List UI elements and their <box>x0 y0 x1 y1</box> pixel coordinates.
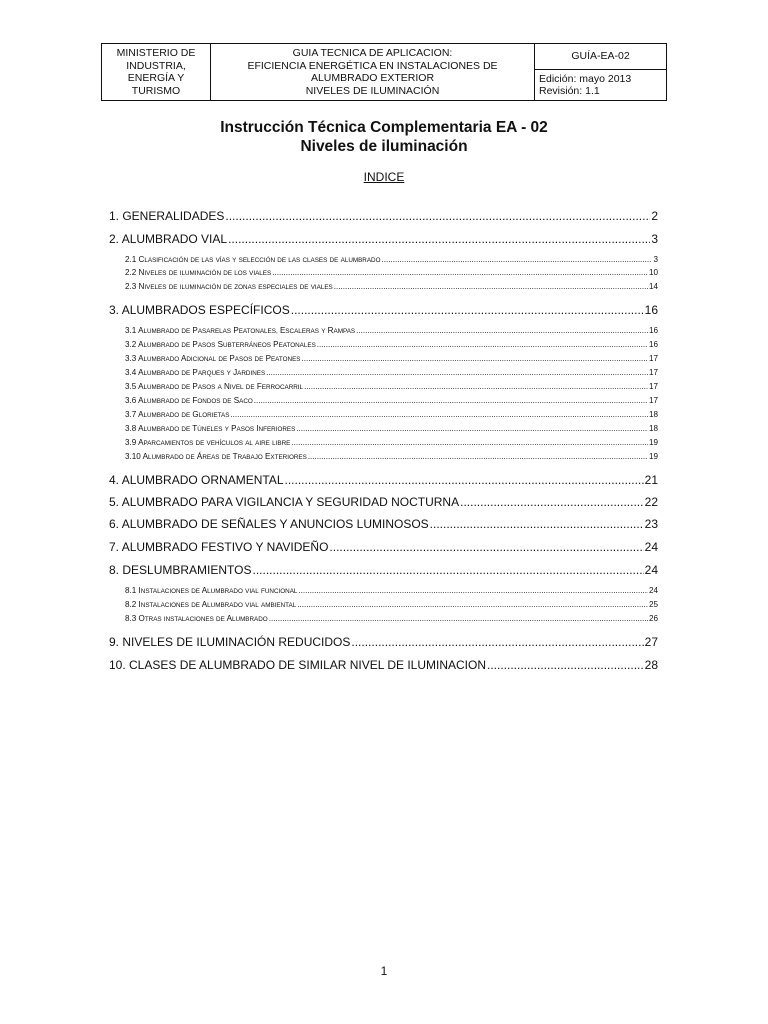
toc-entry-title <box>109 232 227 246</box>
toc-entry-subsection[interactable] <box>109 282 658 291</box>
toc-entry-title <box>109 303 290 317</box>
toc-entry-title <box>125 396 253 405</box>
toc-entry-text: ALUMBRADO DE SEÑALES Y ANUNCIOS LUMINOSOS <box>121 517 429 531</box>
toc-dot-leader <box>269 614 648 623</box>
toc-page-number: 10 <box>648 268 658 277</box>
toc-entry-title <box>125 438 290 447</box>
toc-entry-number: 5. <box>109 495 122 509</box>
toc-entry-subsection[interactable] <box>109 396 658 405</box>
toc-entry-text: ALUMBRADO DE FONDOS DE SACO <box>138 396 253 405</box>
toc-entry-number: 8. <box>109 563 123 577</box>
toc-dot-leader <box>266 368 648 377</box>
toc-entry-title <box>125 268 271 277</box>
page-number: 1 <box>380 964 388 978</box>
toc-entry-subsection[interactable] <box>109 614 658 623</box>
toc-entry-section[interactable] <box>109 658 658 672</box>
toc-dot-leader <box>356 326 648 335</box>
toc-page-number: 25 <box>648 600 658 609</box>
toc-entry-text: ALUMBRADO DE PARQUES Y JARDINES <box>138 368 266 377</box>
toc-entry-number: 2.2 <box>125 268 139 277</box>
toc-entry-subsection[interactable] <box>109 410 658 419</box>
toc-entry-title <box>125 600 296 609</box>
toc-entry-title <box>125 255 381 264</box>
toc-dot-leader <box>230 410 648 419</box>
guide-title-line: ALUMBRADO EXTERIOR <box>310 72 435 84</box>
toc-page-number: 18 <box>648 410 658 419</box>
toc-entry-number: 3.7 <box>125 410 139 419</box>
toc-dot-leader <box>460 495 644 509</box>
toc-entry-number: 10. <box>109 658 130 672</box>
toc-page-number: 24 <box>644 540 658 554</box>
toc-page-number: 18 <box>648 424 658 433</box>
toc-entry-subsection[interactable] <box>109 255 658 264</box>
toc-dot-leader <box>225 209 650 223</box>
toc-dot-leader <box>298 586 648 595</box>
edition-text: Edición: mayo 2013 <box>539 72 632 85</box>
ministry-line: INDUSTRIA, <box>126 59 186 72</box>
toc-entry-text: ALUMBRADOS ESPECÍFICOS <box>121 303 290 317</box>
toc-dot-leader <box>430 517 644 531</box>
toc-entry-subsection[interactable] <box>109 424 658 433</box>
ministry-line: MINISTERIO DE <box>116 47 196 59</box>
toc-entry-number: 7. <box>109 540 122 554</box>
toc-page-number: 23 <box>644 517 658 531</box>
toc-entry-title <box>109 473 284 487</box>
ministry-line: ENERGÍA Y <box>127 72 185 84</box>
toc-entry-subsection[interactable] <box>109 340 658 349</box>
toc-entry-text: ALUMBRADO PARA VIGILANCIA Y SEGURIDAD NOCTURNA <box>121 495 460 509</box>
toc-entry-text: CLASIFICACIÓN DE LAS VÍAS Y SELECCIÓN DE LAS CLASES DE ALUMBRADO <box>138 255 381 264</box>
toc-entry-text: ALUMBRADO DE GLORIETAS <box>138 410 230 419</box>
toc-page-number: 26 <box>648 614 658 623</box>
toc-entry-number: 8.2 <box>125 600 139 609</box>
toc-entry-title <box>125 368 265 377</box>
guide-title-line: GUIA TECNICA DE APLICACION: <box>292 47 453 59</box>
document-title: Instrucción Técnica Complementaria EA - 02 <box>220 119 548 136</box>
toc-dot-leader <box>285 473 644 487</box>
toc-entry-text: ALUMBRADO DE PASOS SUBTERRÁNEOS PEATONALES <box>138 340 316 349</box>
toc-page-number: 19 <box>648 452 658 461</box>
toc-entry-section[interactable] <box>109 635 658 649</box>
toc-entry-subsection[interactable] <box>109 368 658 377</box>
toc-entry-section[interactable] <box>109 473 658 487</box>
toc-page-number: 17 <box>648 368 658 377</box>
toc-page-number: 14 <box>648 282 658 291</box>
toc-page-number: 16 <box>648 340 658 349</box>
toc-entry-section[interactable] <box>109 232 658 246</box>
toc-entry-subsection[interactable] <box>109 600 658 609</box>
toc-entry-text: NIVELES DE ILUMINACIÓN DE ZONAS ESPECIALES DE VIALES <box>138 282 333 291</box>
toc-entry-text: ALUMBRADO FESTIVO Y NAVIDEÑO <box>121 540 329 554</box>
toc-entry-subsection[interactable] <box>109 354 658 363</box>
toc-entry-text: INSTALACIONES DE ALUMBRADO VIAL FUNCIONAL <box>138 586 298 595</box>
toc-entry-text: NIVELES DE ILUMINACIÓN REDUCIDOS <box>122 635 351 649</box>
toc-entry-subsection[interactable] <box>109 452 658 461</box>
toc-entry-number: 3.1 <box>125 326 139 335</box>
toc-page-number: 16 <box>648 326 658 335</box>
toc-page-number: 17 <box>648 382 658 391</box>
toc-entry-title <box>125 410 229 419</box>
toc-entry-subsection[interactable] <box>109 586 658 595</box>
toc-entry-number: 3.10 <box>125 452 143 461</box>
toc-entry-section[interactable] <box>109 495 658 509</box>
toc-entry-number: 2.1 <box>125 255 139 264</box>
toc-page-number: 17 <box>648 396 658 405</box>
toc-dot-leader <box>351 635 643 649</box>
toc-entry-number: 9. <box>109 635 123 649</box>
toc-dot-leader <box>297 600 648 609</box>
toc-entry-title <box>109 540 328 554</box>
guide-title-line: NIVELES DE ILUMINACIÓN <box>305 84 440 97</box>
toc-entry-subsection[interactable] <box>109 268 658 277</box>
toc-entry-title <box>125 452 307 461</box>
toc-entry-title <box>109 563 251 577</box>
toc-entry-number: 3.4 <box>125 368 139 377</box>
toc-dot-leader <box>272 268 648 277</box>
toc-dot-leader <box>329 540 643 554</box>
toc-entry-text: DESLUMBRAMIENTOS <box>122 563 252 577</box>
toc-entry-number: 1. <box>109 209 123 223</box>
toc-entry-number: 3. <box>109 303 122 317</box>
toc-page-number: 3 <box>651 232 658 246</box>
toc-entry-title <box>125 424 295 433</box>
toc-entry-section[interactable] <box>109 563 658 577</box>
table-of-contents <box>109 0 658 700</box>
toc-entry-section[interactable] <box>109 517 658 531</box>
toc-entry-section[interactable] <box>109 540 658 554</box>
toc-entry-text: ALUMBRADO DE PASARELAS PEATONALES, ESCALERAS Y RAMPAS <box>138 326 356 335</box>
toc-dot-leader <box>296 424 648 433</box>
toc-entry-number: 3.8 <box>125 424 139 433</box>
toc-entry-subsection[interactable] <box>109 326 658 335</box>
toc-dot-leader <box>254 396 648 405</box>
toc-page-number: 2 <box>651 209 658 223</box>
toc-entry-number: 6. <box>109 517 122 531</box>
toc-entry-number: 3.2 <box>125 340 139 349</box>
toc-page-number: 19 <box>648 438 658 447</box>
toc-entry-title <box>125 326 355 335</box>
toc-entry-title <box>109 635 350 649</box>
toc-entry-title <box>125 282 333 291</box>
toc-entry-number: 2.3 <box>125 282 139 291</box>
toc-entry-number: 3.6 <box>125 396 139 405</box>
toc-entry-title <box>109 517 429 531</box>
index-heading: INDICE <box>363 170 405 184</box>
toc-dot-leader <box>301 354 648 363</box>
toc-entry-title <box>109 658 486 672</box>
toc-entry-title <box>125 586 297 595</box>
toc-entry-number: 4. <box>109 473 122 487</box>
toc-entry-text: ALUMBRADO DE TÚNELES Y PASOS INFERIORES <box>138 424 296 433</box>
toc-entry-title <box>109 495 459 509</box>
toc-page-number: 3 <box>653 255 658 264</box>
toc-entry-text: ALUMBRADO DE ÁREAS DE TRABAJO EXTERIORES <box>142 452 307 461</box>
revision-text: Revisión: 1.1 <box>539 85 600 97</box>
guide-code: GUÍA-EA-02 <box>571 50 630 63</box>
toc-entry-text: ALUMBRADO ORNAMENTAL <box>121 473 284 487</box>
toc-entry-number: 3.9 <box>125 438 139 447</box>
toc-entry-subsection[interactable] <box>109 438 658 447</box>
toc-page-number: 24 <box>644 563 658 577</box>
toc-entry-number: 3.5 <box>125 382 139 391</box>
toc-entry-text: INSTALACIONES DE ALUMBRADO VIAL AMBIENTAL <box>138 600 297 609</box>
toc-dot-leader <box>308 452 648 461</box>
toc-entry-title <box>109 209 224 223</box>
toc-entry-title <box>125 614 268 623</box>
toc-page-number: 17 <box>648 354 658 363</box>
toc-entry-text: OTRAS INSTALACIONES DE ALUMBRADO <box>138 614 268 623</box>
toc-page-number: 28 <box>644 658 658 672</box>
toc-dot-leader <box>291 303 644 317</box>
toc-dot-leader <box>334 282 648 291</box>
toc-entry-title <box>125 340 316 349</box>
toc-entry-text: ALUMBRADO DE PASOS A NIVEL DE FERROCARRIL <box>138 382 304 391</box>
toc-entry-number: 3.3 <box>125 354 139 363</box>
toc-entry-text: ALUMBRADO VIAL <box>121 232 228 246</box>
guide-title-line: EFICIENCIA ENERGÉTICA EN INSTALACIONES DE <box>247 59 498 72</box>
toc-entry-subsection[interactable] <box>109 382 658 391</box>
toc-dot-leader <box>487 658 644 672</box>
toc-dot-leader <box>228 232 650 246</box>
toc-dot-leader <box>317 340 648 349</box>
toc-entry-text: ALUMBRADO ADICIONAL DE PASOS DE PEATONES <box>138 354 301 363</box>
document-subtitle: Niveles de iluminación <box>300 138 468 155</box>
toc-dot-leader <box>252 563 643 577</box>
toc-entry-number: 8.1 <box>125 586 139 595</box>
toc-dot-leader <box>382 255 653 264</box>
toc-entry-section[interactable] <box>109 209 658 223</box>
toc-page-number: 16 <box>644 303 658 317</box>
toc-entry-number: 2. <box>109 232 122 246</box>
toc-entry-section[interactable] <box>109 303 658 317</box>
toc-entry-title <box>125 354 300 363</box>
toc-dot-leader <box>291 438 648 447</box>
ministry-line: TURISMO <box>131 84 181 97</box>
toc-entry-text: GENERALIDADES <box>122 209 225 223</box>
toc-page-number: 27 <box>644 635 658 649</box>
toc-entry-text: NIVELES DE ILUMINACIÓN DE LOS VIALES <box>138 268 272 277</box>
toc-dot-leader <box>304 382 648 391</box>
toc-page-number: 21 <box>644 473 658 487</box>
toc-entry-title <box>125 382 303 391</box>
toc-entry-text: APARCAMIENTOS DE VEHÍCULOS AL AIRE LIBRE <box>138 438 291 447</box>
toc-page-number: 24 <box>648 586 658 595</box>
toc-entry-number: 8.3 <box>125 614 139 623</box>
toc-page-number: 22 <box>644 495 658 509</box>
toc-entry-text: CLASES DE ALUMBRADO DE SIMILAR NIVEL DE ILUMINACION <box>129 658 486 672</box>
